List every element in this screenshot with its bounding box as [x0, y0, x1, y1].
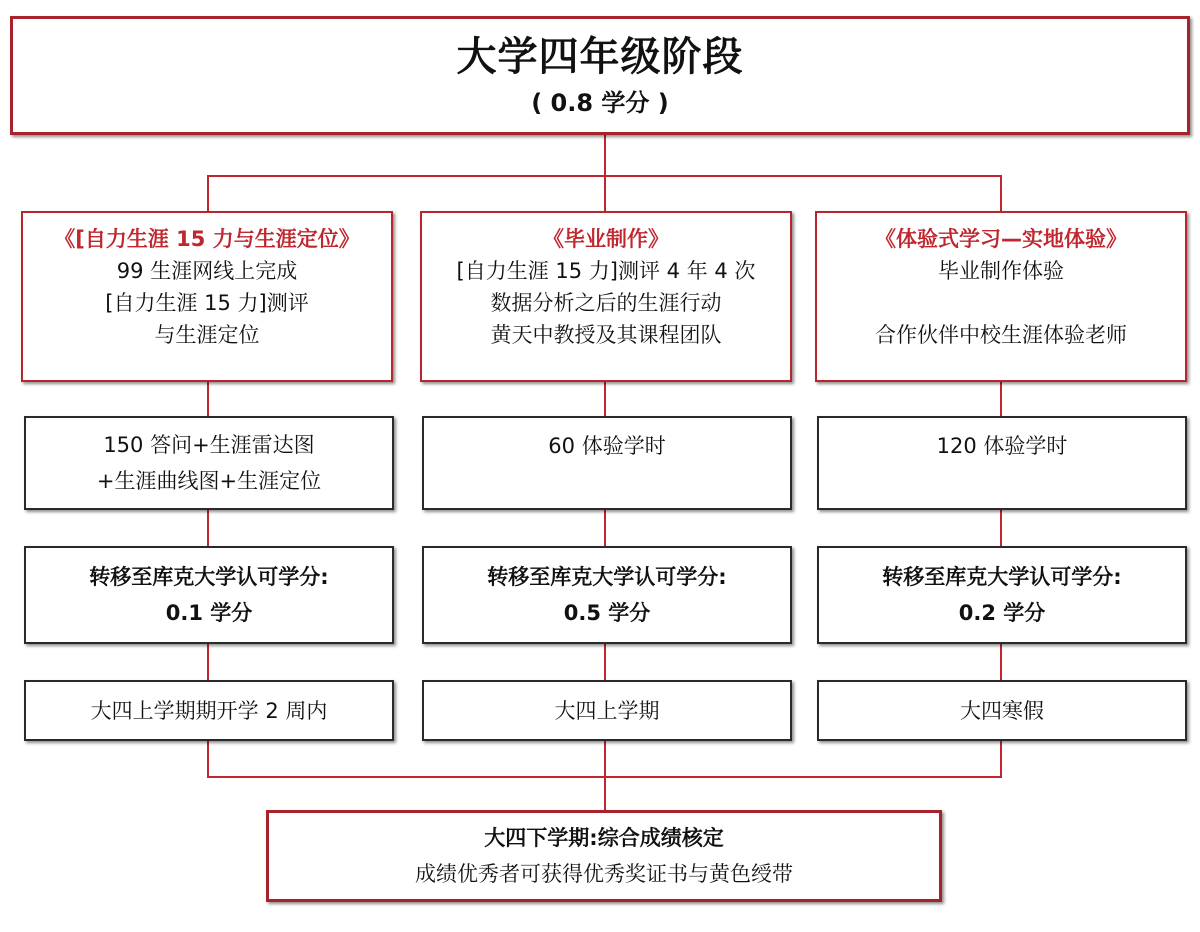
activity-line: 60 体验学时	[548, 434, 666, 458]
course-heading: 《毕业制作》	[543, 227, 669, 251]
course-box-experiential-learning	[815, 211, 1187, 382]
credit-value: 0.1 学分	[165, 601, 253, 625]
activity-line: +生涯曲线图+生涯定位	[96, 469, 322, 493]
timing-text: 大四上学期期开学 2 周内	[90, 698, 328, 723]
connector-title-down	[604, 134, 606, 176]
course-box-career-power	[21, 211, 393, 382]
credit-label: 转移至库克大学认可学分:	[487, 565, 727, 589]
course-line: 黄天中教授及其课程团队	[490, 323, 722, 347]
course-line: 毕业制作体验	[938, 259, 1064, 283]
course-line: [自力生涯 15 力]测评	[105, 291, 309, 315]
timing-text: 大四上学期	[554, 698, 660, 723]
credit-value: 0.2 学分	[958, 601, 1046, 625]
activity-line: 150 答问+生涯雷达图	[103, 433, 315, 457]
timing-box	[817, 680, 1187, 741]
activity-line: 120 体验学时	[936, 434, 1068, 458]
course-line: 合作伙伴中校生涯体验老师	[875, 323, 1127, 347]
credit-box	[817, 546, 1187, 644]
course-line: 数据分析之后的生涯行动	[490, 291, 722, 315]
course-line: [自力生涯 15 力]测评 4 年 4 次	[456, 259, 756, 283]
activity-box	[817, 416, 1187, 510]
course-box-graduation-project	[420, 211, 792, 382]
connector-top-middle	[604, 175, 606, 212]
stage-title-box	[10, 16, 1190, 135]
credit-label: 转移至库克大学认可学分:	[89, 565, 329, 589]
final-assessment-box	[266, 810, 942, 902]
credit-value: 0.5 学分	[563, 601, 651, 625]
timing-box	[422, 680, 792, 741]
timing-text: 大四寒假	[960, 698, 1044, 723]
connector-top-left	[207, 175, 209, 212]
course-heading: 《体验式学习—实地体验》	[875, 227, 1127, 251]
connector-bottom-horizontal	[207, 776, 1002, 778]
course-heading: 《[自力生涯 15 力与生涯定位》	[54, 227, 360, 251]
stage-credit: ( 0.8 学分 )	[531, 88, 669, 117]
course-line: 与生涯定位	[154, 323, 260, 347]
course-line: 99 生涯网线上完成	[116, 259, 298, 283]
activity-box	[24, 416, 394, 510]
final-assessment-title: 大四下学期:综合成绩核定	[484, 826, 724, 850]
activity-box	[422, 416, 792, 510]
connector-top-right	[1000, 175, 1002, 212]
credit-box	[24, 546, 394, 644]
timing-box	[24, 680, 394, 741]
credit-label: 转移至库克大学认可学分:	[882, 565, 1122, 589]
credit-box	[422, 546, 792, 644]
stage-title: 大学四年级阶段	[456, 33, 744, 80]
final-assessment-text: 成绩优秀者可获得优秀奖证书与黄色绶带	[415, 862, 793, 886]
